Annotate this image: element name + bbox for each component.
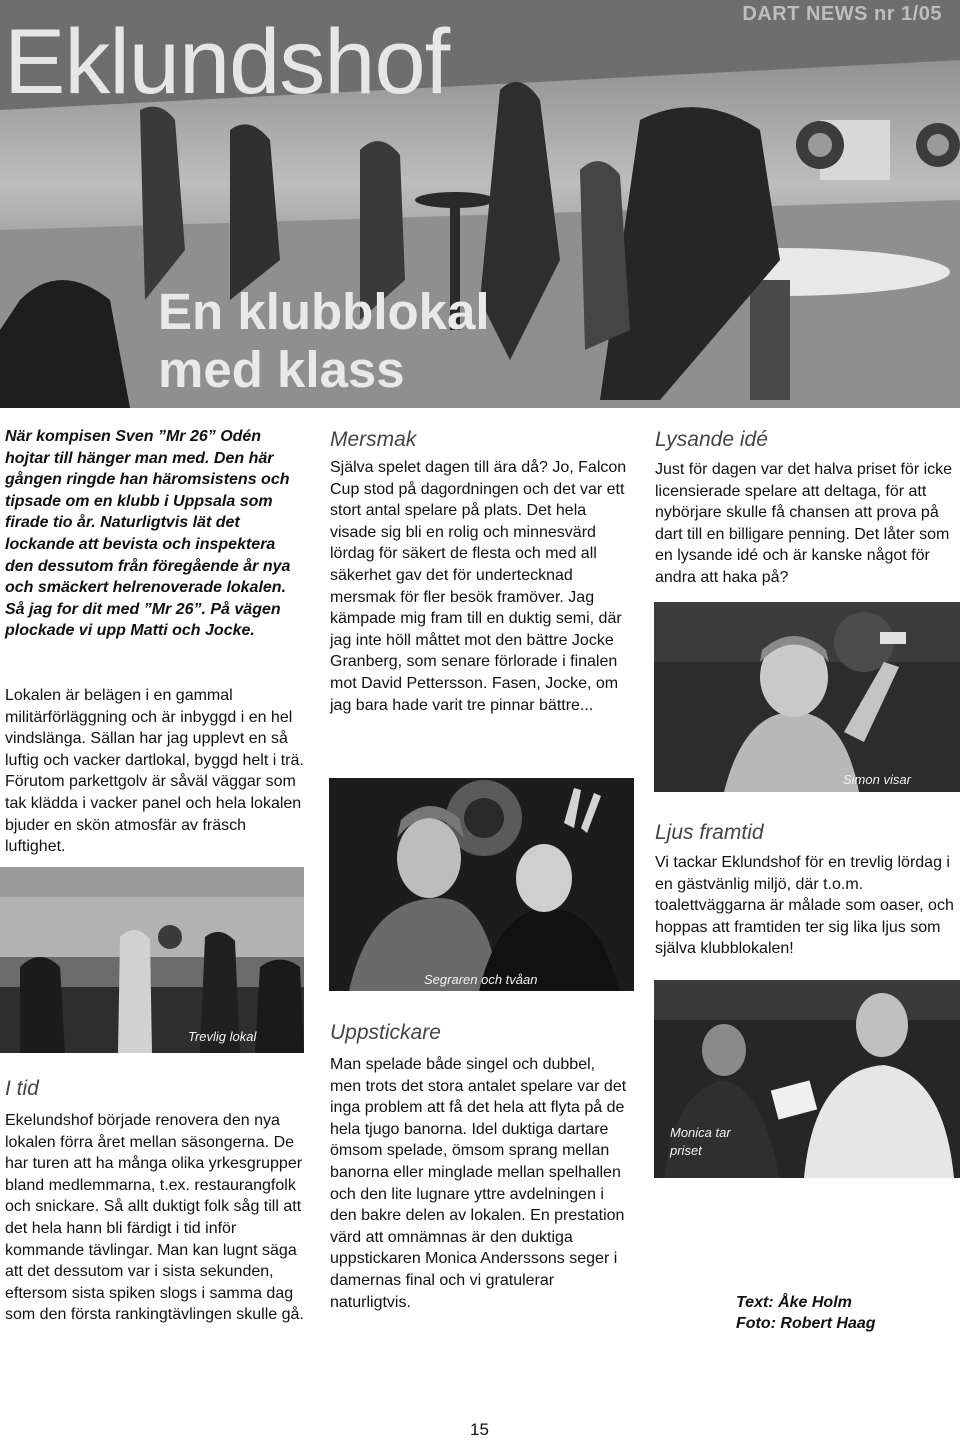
- text-lysande-ide: Just för dagen var det halva priset för icke licensierade spelare att deltaga, för att nybörjare skulle få chansen att prova på dart till en billigare penning. Det låter som en lysande idé och är kanske något för andra att haka på?: [655, 461, 953, 586]
- caption-segraren-och-tvaan: Segraren och tvåan: [424, 972, 538, 987]
- magazine-issue-label: DART NEWS nr 1/05: [742, 3, 942, 25]
- subtitle-line-2: med klass: [158, 341, 405, 398]
- subtitle-line-1: En klubblokal: [158, 283, 490, 340]
- paragraph-location: Lokalen är belägen i en gammal militärförläggning och är inbyggd i en hel vindslänga. Sällan har jag upplevt en så luftig och vacker dartlokal, byggd helt i trä. Förutom parkettgolv är såväl väggar som tak klädda i vacker panel och hela lokalen bjuder en skön atmosfär av fräsch luftighet.: [5, 687, 304, 856]
- text-ljus-framtid: Vi tackar Eklundshof för en trevlig lördag i en gästvänlig miljö, där t.o.m. toalettväggarna är målade som oaser, och hoppas att framtiden ter sig lika ljus som själva klubblokalen!: [655, 854, 954, 958]
- text-uppstickare: Man spelade både singel och dubbel, men trots det stora antalet spelare var det inga problem att få det hela att flyta på de hela tjugo banorna. Idel duktiga dartare ömsom spelade, ömsom sprang mellan banorna eller minglade mellan spelhallen och den lite lugnare yttre avdelningen i den bakre delen av lokalen. En prestation värd att omnämnas är den duktiga uppstickaren Monica Anderssons seger i damernas final och vi gratulerar naturligtvis.: [330, 1056, 627, 1311]
- credit-photo: Foto: Robert Haag: [736, 1315, 876, 1332]
- caption-monica-tar-priset: [670, 1124, 731, 1160]
- caption-simon: Simon visar: [843, 772, 911, 787]
- photo-trevlig-lokal: [0, 867, 304, 1053]
- heading-ljus-framtid: Ljus framtid: [655, 821, 764, 844]
- caption-trevlig-lokal: Trevlig lokal: [188, 1029, 257, 1044]
- credit-text: Text: Åke Holm: [736, 1294, 852, 1311]
- caption-monica-line-2: priset: [670, 1143, 702, 1158]
- heading-i-tid: I tid: [5, 1077, 39, 1100]
- intro-paragraph: När kompisen Sven ”Mr 26” Odén hojtar till hänger man med. Den här gången ringde han häromsistens och tipsade om en klubb i Uppsala som firade tio år. Naturligtvis lät det lockande att bevista och inspektera den dessutom från föregående år nya och smäckert helrenoverade lokalen. Så jag for dit med ”Mr 26”. På vägen plockade vi upp Matti och Jocke.: [5, 428, 291, 640]
- text-mersmak: Själva spelet dagen till ära då? Jo, Falcon Cup stod på dagordningen och det var ett stort antal spelare på plats. Det hela visade sig bli en rolig och minnesvärd lördag för säkert de flesta och med all säkerhet gav det för undertecknad mersmak för fler besök framöver. Jag kämpade mig fram till en duktig semi, där jag inte höll måttet mot den bättre Jocke Granberg, som senare förlorade i finalen mot David Pettersson. Fasen, Jocke, om jag bara hade varit tre pinnar bättre...: [330, 459, 627, 714]
- heading-uppstickare: Uppstickare: [330, 1021, 441, 1044]
- page-number: 15: [470, 1420, 489, 1439]
- caption-monica-line-1: Monica tar: [670, 1125, 731, 1140]
- heading-mersmak: Mersmak: [330, 428, 417, 451]
- photo-simon: [654, 602, 960, 792]
- photo-segraren-och-tvaan: [329, 778, 634, 991]
- heading-lysande-ide: Lysande idé: [655, 428, 768, 451]
- article-subtitle: [158, 283, 490, 399]
- credits: [736, 1292, 876, 1334]
- text-i-tid: Ekelundshof började renovera den nya lokalen förra året mellan säsongerna. De har turen att ha många olika yrkesgrupper bland medlemmarna, t.ex. restaurangfolk och snickare. Så allt duktigt folk såg till att det hela hann bli färdigt i tid inför kommande tävlingar. Man kan lugnt säga att det dessutom var i sista sekunden, eftersom sista spiken slogs i samma dag som den första rankingtävlingen skulle gå.: [5, 1112, 304, 1324]
- article-title: Eklundshof: [4, 11, 450, 113]
